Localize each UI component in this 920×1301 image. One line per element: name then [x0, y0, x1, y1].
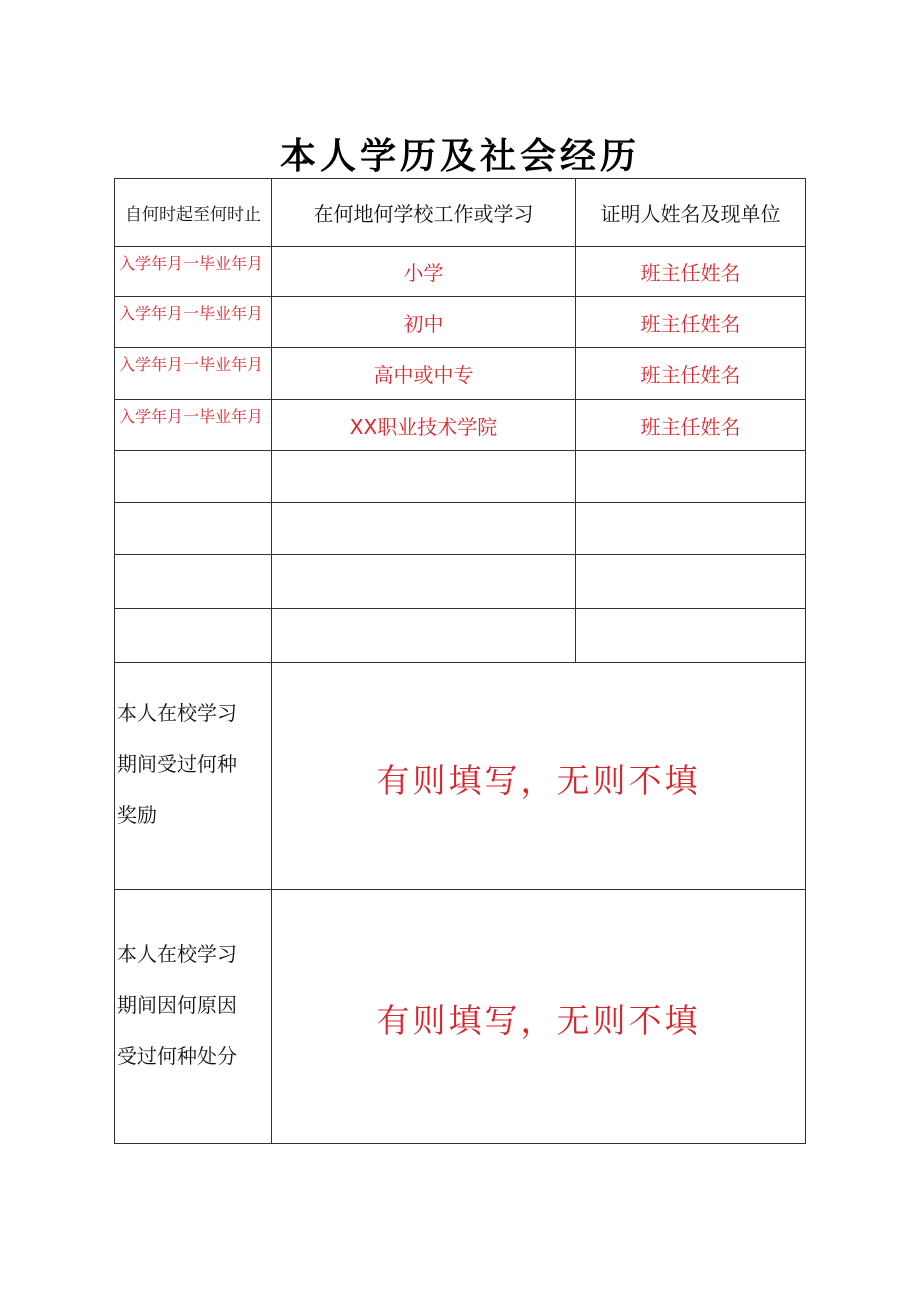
header-period: 自何时起至何时止	[125, 205, 261, 225]
education-history-table	[114, 178, 806, 1144]
awards-label-line: 奖励	[117, 803, 157, 827]
row-divider	[114, 554, 806, 555]
page-title: 本人学历及社会经历	[279, 135, 640, 177]
period-cell: 入学年月一毕业年月	[119, 304, 264, 323]
header-witness: 证明人姓名及现单位	[600, 202, 781, 226]
period-cell: 入学年月一毕业年月	[119, 355, 264, 374]
punishments-label-line: 本人在校学习	[117, 942, 237, 966]
place-cell: 小学	[403, 261, 444, 285]
place-cell: XX职业技术学院	[349, 414, 498, 439]
period-cell: 入学年月一毕业年月	[119, 407, 264, 426]
row-divider	[114, 502, 806, 503]
witness-cell: 班主任姓名	[640, 311, 741, 336]
awards-value: 有则填写，无则不填	[376, 760, 701, 800]
row-divider	[114, 889, 806, 890]
awards-label-line: 期间受过何种	[117, 752, 237, 776]
awards-label-line: 本人在校学习	[117, 701, 237, 725]
witness-cell: 班主任姓名	[640, 261, 741, 285]
awards-label	[115, 688, 271, 841]
row-divider	[114, 662, 806, 663]
place-cell: 初中	[403, 311, 444, 336]
table-border-right	[805, 178, 806, 1144]
punishments-label-line: 受过何种处分	[117, 1044, 237, 1068]
punishments-label	[115, 929, 271, 1082]
row-divider	[114, 608, 806, 609]
header-place: 在何地何学校工作或学习	[313, 202, 534, 226]
period-cell: 入学年月一毕业年月	[119, 254, 264, 273]
witness-cell: 班主任姓名	[640, 363, 741, 387]
table-border-bottom	[114, 1143, 806, 1144]
row-divider	[114, 450, 806, 451]
place-cell: 高中或中专	[373, 363, 474, 387]
witness-cell: 班主任姓名	[640, 414, 741, 439]
punishments-label-line: 期间因何原因	[117, 993, 237, 1017]
punishments-value: 有则填写，无则不填	[376, 1000, 701, 1040]
